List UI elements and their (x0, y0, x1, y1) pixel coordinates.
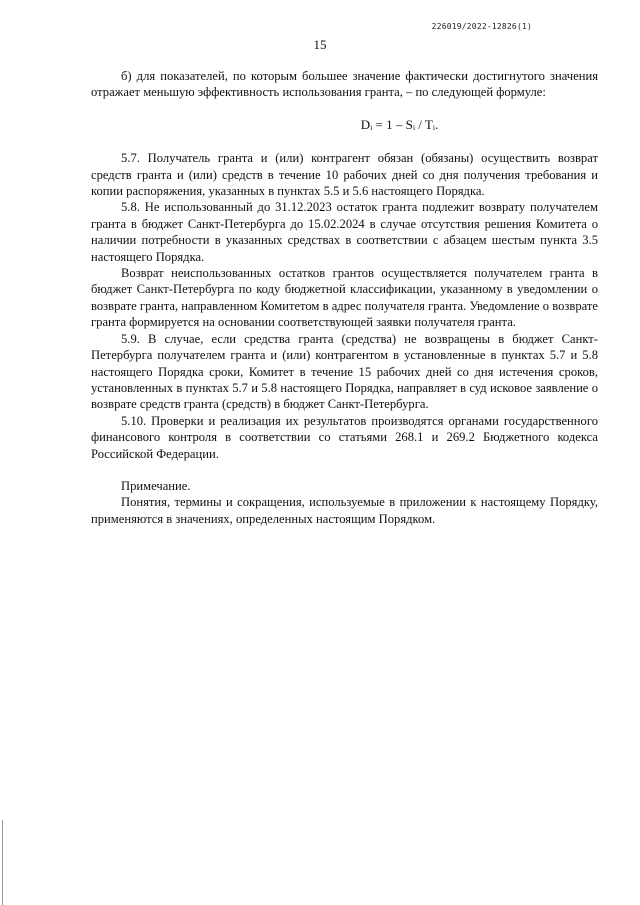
paragraph-return: Возврат неиспользованных остатков грантов осуществляется получателем гранта в бюджет Санкт-Петербурга по коду бюджетной классификации, указанному в уведомлении о возврате гранта, направленном Комитетом в адрес получателя гранта. Уведомление о возврате гранта формируется на основании соответствующей заявки получателя гранта. (91, 266, 598, 330)
note-text: Понятия, термины и сокращения, используемые в приложении к настоящему Порядку, применяются в значениях, определенных настоящим Порядком. (91, 495, 598, 526)
paragraph-5-7: 5.7. Получатель гранта и (или) контрагент обязан (обязаны) осуществить возврат средств гранта и (или) средств в течение 10 рабочих дней со дня получения требования и копии распоряжения, указанных в пунктах 5.5 и 5.6 настоящего Порядка. (91, 151, 598, 199)
note-title: Примечание. (121, 478, 191, 493)
paragraph-5-8: 5.8. Не использованный до 31.12.2023 остаток гранта подлежит возврату получателем гранта в бюджет Санкт-Петербурга до 15.02.2024 в случае отсутствия решения Комитета о наличии потребности в указанных средствах в соответствии с абзацем шестым пункта 3.5 настоящего Порядка. (91, 200, 598, 264)
page-number: 15 (313, 37, 327, 52)
paragraph-5-9: 5.9. В случае, если средства гранта (средства) не возвращены в бюджет Санкт-Петербурга получателем гранта и (или) контрагентом в установленные в пунктах 5.7 и 5.8 настоящего Порядка сроки, Комитет в течение 15 рабочих дней со дня истечения сроков, установленных в пунктах 5.7 и 5.8 настоящего Порядка, направляет в суд исковое заявление о возврате средств гранта (средств) в бюджет Санкт-Петербурга. (91, 331, 598, 412)
scan-edge-line (2, 820, 3, 905)
document-id: 226019/2022-12826(1) (431, 22, 532, 31)
paragraph-5-10: 5.10. Проверки и реализация их результатов производятся органами государственного финансового контроля в соответствии со статьями 268.1 и 269.2 Бюджетного кодекса Российской Федерации. (91, 413, 598, 461)
spacer (91, 462, 598, 478)
formula: Dᵢ = 1 – Sᵢ / Tᵢ. (360, 116, 439, 132)
paragraph-b: б) для показателей, по которым большее значение фактически достигнутого значения отражает меньшую эффективность использования гранта, – по следующей формуле: (91, 69, 598, 100)
document-body (91, 68, 598, 527)
